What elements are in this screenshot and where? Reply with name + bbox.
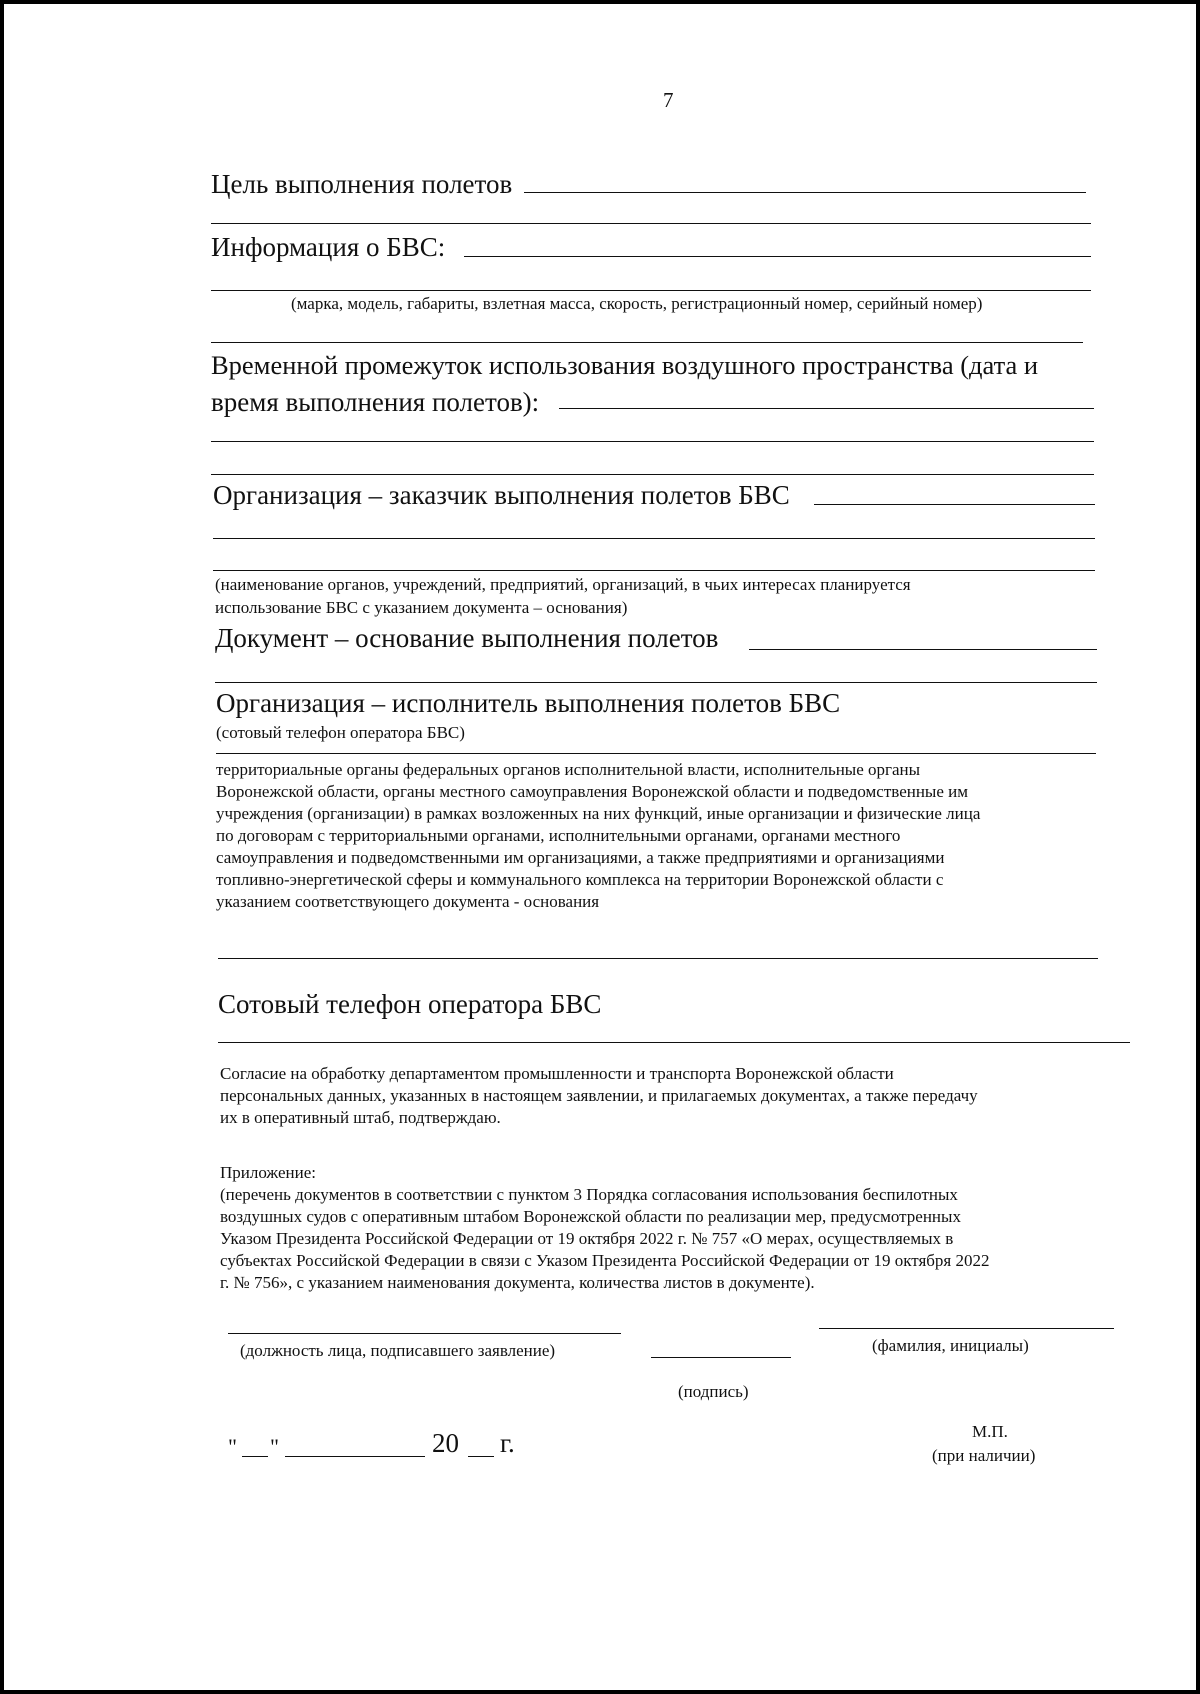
stamp-label: М.П. [972,1422,1008,1441]
executor-org-input-line[interactable] [216,753,1096,754]
appendix-line: г. № 756», с указанием наименования документа, количества листов в документе). [220,1273,815,1292]
airspace-time-input-line-3[interactable] [211,474,1094,475]
position-input-line[interactable] [228,1333,621,1334]
name-caption: (фамилия, инициалы) [872,1336,1029,1355]
signature-input-line[interactable] [651,1357,791,1358]
purpose-input-line[interactable] [524,192,1086,193]
uav-info-hint: (марка, модель, габариты, взлетная масса, скорость, регистрационный номер, серийный номер) [291,294,983,313]
executor-description-line: самоуправления и подведомственными им организациями, а также предприятиями и организациями [216,848,945,867]
airspace-time-input-line-2[interactable] [211,441,1094,442]
appendix-line: субъектах Российской Федерации в связи с Указом Президента Российской Федерации от 19 октября 2022 [220,1251,990,1270]
uav-info-input-line-2[interactable] [211,290,1091,291]
position-caption: (должность лица, подписавшего заявление) [240,1341,556,1360]
airspace-time-label-line2: время выполнения полетов): [211,387,540,417]
uav-info-input-line[interactable] [464,256,1091,257]
customer-org-hint-line2: использование БВС с указанием документа – основания) [215,598,628,617]
executor-description-line: топливно-энергетической сферы и коммунального комплекса на территории Воронежской области с [216,870,944,889]
date-year-suffix: г. [500,1428,515,1458]
customer-org-label: Организация – заказчик выполнения полетов БВС [213,480,790,510]
executor-description [216,759,1136,913]
uav-info-input-line-3[interactable] [211,342,1083,343]
consent-line: их в оперативный штаб, подтверждаю. [220,1108,501,1127]
operator-phone-input-line[interactable] [218,1042,1130,1043]
basis-document-input-line[interactable] [749,649,1097,650]
executor-description-line: территориальные органы федеральных органов исполнительной власти, исполнительные органы [216,760,921,779]
customer-org-hint-line1: (наименование органов, учреждений, предприятий, организаций, в чьих интересах планируется [215,575,911,594]
appendix-title: Приложение: [220,1163,316,1182]
customer-org-input-line[interactable] [814,504,1095,505]
name-input-line[interactable] [819,1328,1114,1329]
customer-org-input-line-2[interactable] [213,538,1095,539]
executor-description-input-line[interactable] [218,958,1098,959]
executor-org-label: Организация – исполнитель выполнения полетов БВС [216,688,841,718]
airspace-time-input-line[interactable] [559,408,1094,409]
stamp-hint: (при наличии) [932,1446,1036,1465]
executor-description-line: указанием соответствующего документа - основания [216,892,600,911]
basis-document-label: Документ – основание выполнения полетов [215,623,719,653]
appendix-text [220,1184,1160,1294]
airspace-time-label-line1: Временной промежуток использования воздушного пространства (дата и [211,350,1039,380]
customer-org-input-line-3[interactable] [213,570,1095,571]
purpose-input-line-2[interactable] [211,223,1091,224]
date-day-input-line[interactable] [242,1456,268,1457]
date-quote-close: " [270,1434,279,1459]
date-month-input-line[interactable] [285,1456,425,1457]
appendix-line: (перечень документов в соответствии с пунктом 3 Порядка согласования использования беспилотных [220,1185,958,1204]
executor-description-line: по договорам с территориальными органами, исполнительными органами, органами местного [216,826,901,845]
date-year-prefix: 20 [432,1428,459,1458]
executor-description-line: учреждения (организации) в рамках возложенных на них функций, иные организации и физические лица [216,804,981,823]
signature-caption: (подпись) [678,1382,749,1401]
operator-phone-label: Сотовый телефон оператора БВС [218,989,602,1019]
appendix-line: Указом Президента Российской Федерации от 19 октября 2022 г. № 757 «О мерах, осуществляемых в [220,1229,954,1248]
executor-org-hint: (сотовый телефон оператора БВС) [216,723,465,742]
date-year-input-line[interactable] [468,1456,494,1457]
appendix-line: воздушных судов с оперативным штабом Воронежской области по реализации мер, предусмотренных [220,1207,961,1226]
page-number: 7 [663,88,674,112]
purpose-label: Цель выполнения полетов [211,169,513,199]
basis-document-input-line-2[interactable] [215,682,1097,683]
consent-line: персональных данных, указанных в настоящем заявлении, и прилагаемых документах, а также передачу [220,1086,978,1105]
consent-text [220,1063,1140,1129]
uav-info-label: Информация о БВС: [211,232,446,262]
date-quote-open: " [228,1434,237,1459]
consent-line: Согласие на обработку департаментом промышленности и транспорта Воронежской области [220,1064,894,1083]
executor-description-line: Воронежской области, органы местного самоуправления Воронежской области и подведомственные им [216,782,969,801]
